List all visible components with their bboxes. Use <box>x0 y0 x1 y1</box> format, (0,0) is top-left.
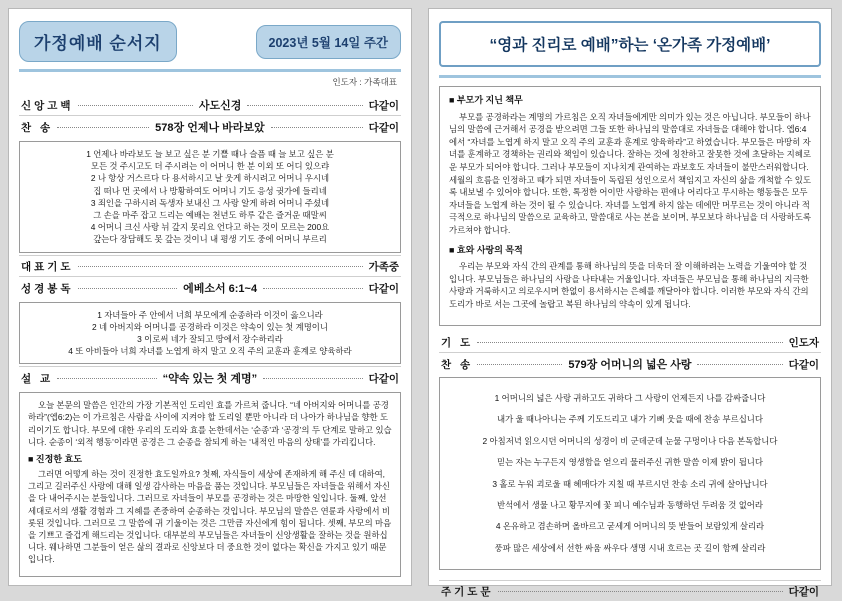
order-participant: 다같이 <box>788 586 819 599</box>
order-of-service-left <box>19 94 401 577</box>
order-row-prayer2 <box>439 332 821 352</box>
order-row-creed <box>19 94 401 115</box>
dot-leader <box>498 591 783 592</box>
order-label: 기 도 <box>441 336 474 349</box>
bulletin-page-left <box>8 8 412 586</box>
service-date-badge: 2023년 5월 14일 주간 <box>256 25 401 59</box>
dot-leader <box>78 105 193 106</box>
dot-leader <box>57 127 149 128</box>
order-row-sermon <box>19 366 401 388</box>
hymn-line: 1 어머니의 넓은 사랑 귀하고도 귀하다 그 사랑이 언제든지 나를 감싸줍니다 <box>494 392 766 403</box>
scripture-verse: 3 이로써 네가 잘되고 땅에서 장수하리라 <box>137 333 283 344</box>
devotional-article <box>439 86 821 326</box>
article-paragraph-1: 부모를 공경하라는 계명의 가르침은 오직 자녀들에게만 의미가 있는 것은 아닙니다. 부모들이 하나님의 말씀에 근거해서 공경을 받으려면 그들 또한 하나님의 말씀대로 자녀들을 대해야 합니다. 엡6:4에서 “자녀를 노엽게 하지 말고 오직 주의 교훈과 훈계로 양육하라”고 하였습니다. 부모들은 마땅히 자녀를 훈계하고 경책하는 권리와 책임이 있습니다. 잘하는 것에 칭찬하고 잘못한 것에 초달하는 지혜로운 부모가 되어야 합니다. 그러나 부모들이 지나치게 관여하는 과보호도 자녀들이 불만스러워합니다. 세월의 흐름을 인정하고 때가 되면 자녀들이 독립된 성인으로서 책임지고 자신의 삶을 개척할 수 있도록 내보낼 수 있어야 합니다. 또한, 톡정한 어이만 사랑하는 편애나 어리다고 무시하는 행동들은 모두 자녀들을 노엽게 하는 것이 될 수 있습니다. 자녀를 노엽게 하지 않는 데에만 머무르는 것이 아니라 적극적으로 하나님의 말씀으로 교육하고, 말씀대로 사는 본을 보이며, 부모보다 하나님을 더 사랑하도록 가르쳐야 합니다. <box>449 111 811 235</box>
order-participant: 다같이 <box>368 122 400 134</box>
order-row-prayer <box>19 255 401 276</box>
dot-leader <box>271 127 363 128</box>
hymn-line: 집 떠나 먼 곳에서 나 방황하여도 어머니 기도 응성 귓가에 들리네 <box>93 185 327 196</box>
dot-leader <box>78 266 363 267</box>
order-label: 설 교 <box>21 373 54 386</box>
sermon-subheading: ■ 진정한 효도 <box>28 454 82 464</box>
order-label: 성경봉독 <box>21 282 74 295</box>
hymn-line: 3 죄인을 구하시려 독생자 보내신 그 사랑 알게 하려 어머니 주셨네 <box>90 197 330 208</box>
scripture-text-box <box>19 302 401 365</box>
dot-leader <box>697 364 782 365</box>
order-label: 신앙고백 <box>21 100 74 112</box>
dot-leader <box>247 105 362 106</box>
order-row-hymn <box>19 115 401 137</box>
dot-leader <box>263 378 362 379</box>
hymn-line: 그 손을 마주 잡고 드리는 예배는 천년도 하루 같은 즐거운 때말씨 <box>93 209 327 220</box>
left-header <box>19 21 401 62</box>
order-participant: 다같이 <box>368 100 399 112</box>
right-header-divider <box>439 75 821 78</box>
order-label: 찬 송 <box>441 358 474 371</box>
order-label: 찬 송 <box>21 122 54 134</box>
dot-leader <box>477 342 782 343</box>
hymn-line: 내가 울 때나아니는 주께 기도드리고 내가 기뻐 웃을 때에 찬송 부르십니다 <box>497 414 763 425</box>
order-participant: 다같이 <box>368 373 399 386</box>
dot-leader <box>57 378 156 379</box>
sermon-body: 그러면 어떻게 하는 것이 진정한 효도일까요? 첫째, 자식들이 세상에 존재하게 해 주신 데 대하여, 그리고 길러주신 사랑에 대해 일생 감사하는 마음을 품는 것입니다. 부모님들은 자녀들을 위해서 자신을 다 내어주시는 분들입니다. 그러므로 자녀들이 부모를 공경하는 것은 마땅한 일입니다. 둘째, 앞선 세대로서의 생활 경험과 그 지혜를 존중하여 순종하는 것입니다. 부모님의 말씀은 연륜과 사랑에서 비롯된 것입니다. 그러므로 그 말씀에 귀 기울이는 것은 그만큼 자신에게 힘이 됩니다. 셋째, 부모의 마음을 기쁘고 즐겁게 해드리는 것입니다. 대부분의 부모님들은 자녀들이 신앙생활을 잘하는 것을 원하십니다. 웨나하면 그분들이 얻은 삶의 결과로 신앙보다 더 중요한 것이 없다는 확신을 가지고 있기 때문입니다. <box>28 469 392 565</box>
order-row-lords-prayer <box>439 580 821 601</box>
order-center: “약속 있는 첫 계명” <box>162 373 258 386</box>
leader-label: 인도자 : 가족대표 <box>332 77 397 87</box>
scripture-verse: 2 네 아버지와 어머니를 공경하라 이것은 약속이 있는 첫 계명이니 <box>92 321 328 332</box>
hymn-line: 반석에서 생물 나고 황무지에 꽃 피니 예수님과 동행하던 두려움 것 없어라 <box>497 499 763 510</box>
scripture-verse: 4 또 아비들아 너희 자녀를 노엽게 하지 말고 오직 주의 교훈과 훈계로 양육하라 <box>68 346 352 357</box>
hymn2-lyrics-box <box>439 377 821 571</box>
hymn-line: 2 아침저녁 읽으시던 어머니의 성경이 비 군데군데 눈물 구멍이나 다음 본독합니다 <box>482 435 778 446</box>
hymn-line: 4 어머니 크신 사랑 뉘 갚지 못리요 언다고 하는 것이 모르는 200요 <box>90 222 330 233</box>
order-center: 에베소서 6:1~4 <box>183 282 258 295</box>
hymn-line: 풍파 많은 세상에서 선한 싸움 싸우다 생명 시내 흐르는 곳 길이 함께 살리라 <box>494 542 766 553</box>
article-heading-2: ■ 효와 사랑의 목적 <box>449 244 523 255</box>
bulletin-page-right <box>428 8 832 599</box>
order-participant: 다같이 <box>788 358 819 371</box>
order-center: 578장 언제나 바라보았 <box>155 122 265 134</box>
right-page-title: “영과 진리로 예배”하는 ‘온가족 가정예배’ <box>439 21 821 67</box>
header-divider <box>19 69 401 72</box>
scripture-verse: 1 자녀들아 주 안에서 너희 부모에게 순종하라 이것이 옳으니라 <box>97 309 323 320</box>
hymn-lyrics-box <box>19 141 401 253</box>
order-row-hymn2 <box>439 352 821 374</box>
order-center: 579장 어머니의 넓은 사랑 <box>568 358 692 371</box>
hymn-line: 2 나 항상 거스르다 다 용서하시고 날 웃게 하시려고 어머니 우시네 <box>90 173 330 184</box>
order-participant: 가족중 <box>368 260 399 273</box>
sermon-text-box <box>19 392 401 576</box>
dot-leader <box>263 288 363 289</box>
sermon-intro: 오늘 본문의 말씀은 인간의 가장 기본적인 도리인 효를 가르쳐 줍니다. “네 아버지와 어머니를 공경하라”(엡6:2)는 이 가르침은 사람을 사이에 지켜야 할 도리일 뿐만 아니라 더 나아가 하나님을 향한 도리이기도 합니다. 부모에 대한 우리의 도리와 효를 논한데서는 ‘순종’과 ‘공경’의 두 단계로 말하고 있습니다. 순종이 ‘외적 행동’이라면 공경은 그 순종을 참되게 하는 ‘내적인 마음의 상태’를 가리킵니다. <box>28 400 392 447</box>
order-label: 대표기도 <box>21 260 74 273</box>
order-participant: 다같이 <box>368 282 400 295</box>
hymn-line: 3 홀로 누워 괴로울 때 헤매다가 지칠 때 부르시던 찬송 소리 귀에 살아납니다 <box>492 478 768 489</box>
order-row-scripture <box>19 276 401 298</box>
hymn-line: 믿는 자는 누구든지 영생함을 얻으리 물러주신 귀한 말씀 이제 밝이 됩니다 <box>497 457 763 468</box>
hymn-line: 모든 것 주시고도 더 주시려는 이 어머니 한 분 이외 또 어디 있으랴 <box>90 161 330 172</box>
dot-leader <box>78 288 178 289</box>
hymn-line: 1 언제나 바라보도 늘 보고 싶은 분 기쁠 때나 슬픔 때 늘 보고 싶은 분 <box>86 149 334 159</box>
article-heading-1: ■ 부모가 지닌 책무 <box>449 95 523 105</box>
page-title: 가정예배 순서지 <box>19 21 177 62</box>
order-of-service-right <box>439 332 821 601</box>
article-paragraph-2: 우리는 부모와 자식 간의 관계를 통해 하나님의 뜻을 더욱더 잘 이해하려는 노력을 기울여야 할 것입니다. 부모님들은 하나님의 사랑을 나타내는 거울입니다. 자녀들은 부모님을 통해 하나님의 지극한 사랑과 거룩하시고 의로우시며 한없이 용서하시는 은혜를 깨달아야 합니다. 이러한 부모와 자식 간의 도리가 바로 서는 그곳에 놀랍고 복된 하나님의 약속이 있게 됩니다. <box>449 261 809 309</box>
dot-leader <box>477 364 562 365</box>
order-center: 사도신경 <box>198 100 242 112</box>
order-label: 주기도문 <box>441 586 494 599</box>
hymn-line: 4 온유하고 겸손하며 올바르고 굳세게 어머니의 뜻 받들어 보람있게 살리라 <box>495 521 765 532</box>
hymn-line: 갚는다 장담해도 못 갚는 것이니 내 평생 기도 중에 어머니 부르리 <box>93 234 327 245</box>
order-participant: 인도자 <box>788 336 819 349</box>
